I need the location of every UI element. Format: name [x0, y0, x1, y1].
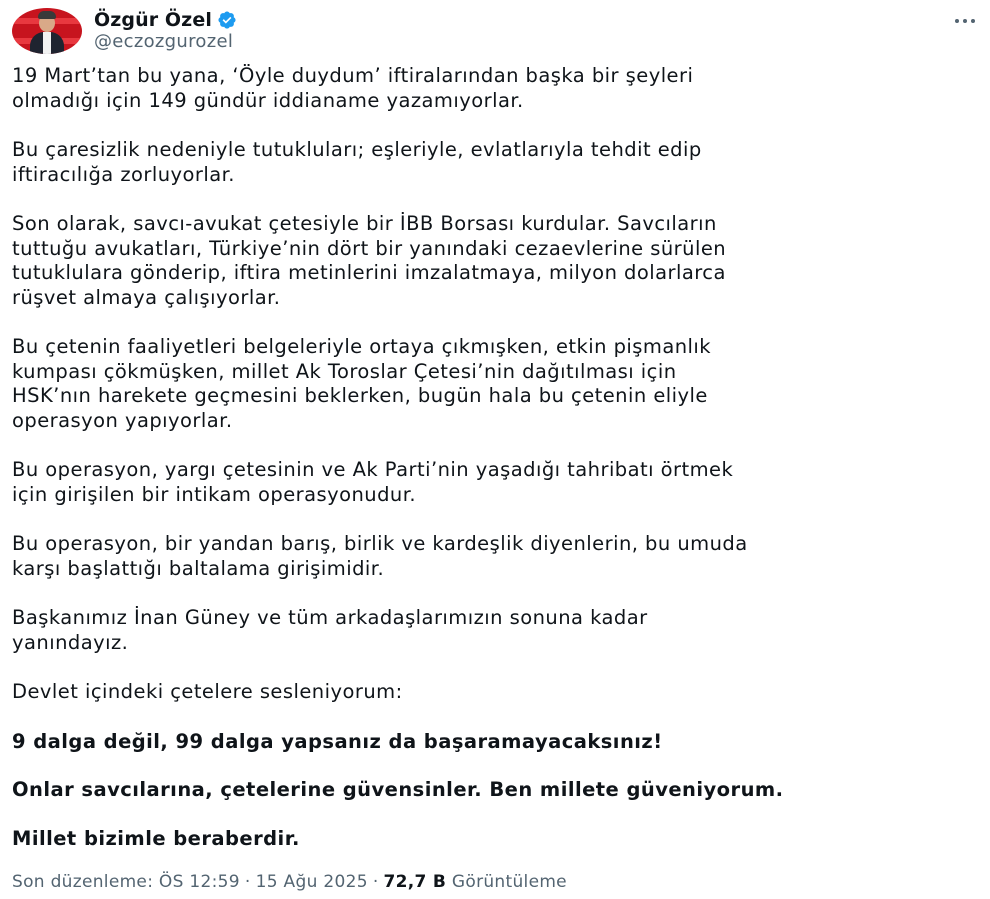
tweet-paragraph: Bu operasyon, yargı çetesinin ve Ak Parti’nin yaşadığı tahribatı örtmek için girişilen bir intikam operasyonudur.	[12, 458, 734, 506]
tweet-paragraph: Bu operasyon, bir yandan barış, birlik ve kardeşlik diyenlerin, bu umuda karşı başlattığı baltalama girişimidir.	[12, 532, 748, 580]
meta-separator: ·	[244, 872, 251, 892]
views-label: Görüntüleme	[451, 872, 567, 892]
display-name-row	[94, 9, 237, 31]
tweet-paragraph: 19 Mart’tan bu yana, ‘Öyle duydum’ iftiralarından başka bir şeyleri olmadığı için 149 gündür iddianame yazamıyorlar.	[12, 64, 694, 112]
edited-timestamp-link[interactable]: Son düzenleme: ÖS 12:59	[12, 872, 240, 892]
views-count: 72,7 B	[383, 872, 447, 892]
avatar[interactable]	[12, 8, 82, 54]
tweet-paragraph: Millet bizimle beraberdir.	[12, 826, 300, 850]
tweet-header	[12, 8, 237, 54]
author-handle[interactable]: @eczozgurozel	[94, 31, 234, 52]
tweet-paragraph: Bu çetenin faaliyetleri belgeleriyle ortaya çıkmışken, etkin pişmanlık kumpası çökmüşken, millet Ak Toroslar Çetesi’nin dağıtılması için HSK’nın harekete geçmesini beklerken, bugün hala bu çetenin eliyle operasyon yapıyorlar.	[12, 335, 712, 432]
tweet-paragraph: Devlet içindeki çetelere sesleniyorum:	[12, 680, 403, 703]
more-dot	[971, 19, 975, 23]
more-dot	[955, 19, 959, 23]
author-names	[94, 9, 237, 53]
tweet-paragraph: Başkanımız İnan Güney ve tüm arkadaşlarımızın sonuna kadar yanındayız.	[12, 606, 648, 654]
more-dot	[963, 19, 967, 23]
avatar-person-hair	[38, 11, 56, 19]
avatar-person-shirt	[43, 32, 51, 54]
tweet-text	[12, 64, 977, 875]
tweet-meta	[12, 871, 567, 893]
more-options-icon[interactable]	[950, 10, 980, 32]
tweet-paragraph: Son olarak, savcı-avukat çetesiyle bir İBB Borsası kurdular. Savcıların tuttuğu avukatları, Türkiye’nin dört bir yanındaki cezaevlerine sürülen tutuklulara gönderip, iftira metinlerini imzalatmaya, milyon dolarlarca rüşvet almaya çalışıyorlar.	[12, 212, 727, 309]
meta-separator: ·	[372, 872, 379, 892]
tweet-paragraph: 9 dalga değil, 99 dalga yapsanız da başaramayacaksınız!	[12, 729, 663, 753]
tweet-paragraph: Onlar savcılarına, çetelerine güvensinler. Ben millete güveniyorum.	[12, 778, 784, 801]
verified-badge-icon[interactable]	[217, 10, 237, 30]
tweet-paragraph: Bu çaresizlik nedeniyle tutukluları; eşleriyle, evlatlarıyla tehdit edip iftiracılığa zorluyorlar.	[12, 138, 702, 186]
tweet-date-link[interactable]: 15 Ağu 2025	[255, 872, 368, 892]
author-display-name[interactable]: Özgür Özel	[94, 9, 212, 31]
